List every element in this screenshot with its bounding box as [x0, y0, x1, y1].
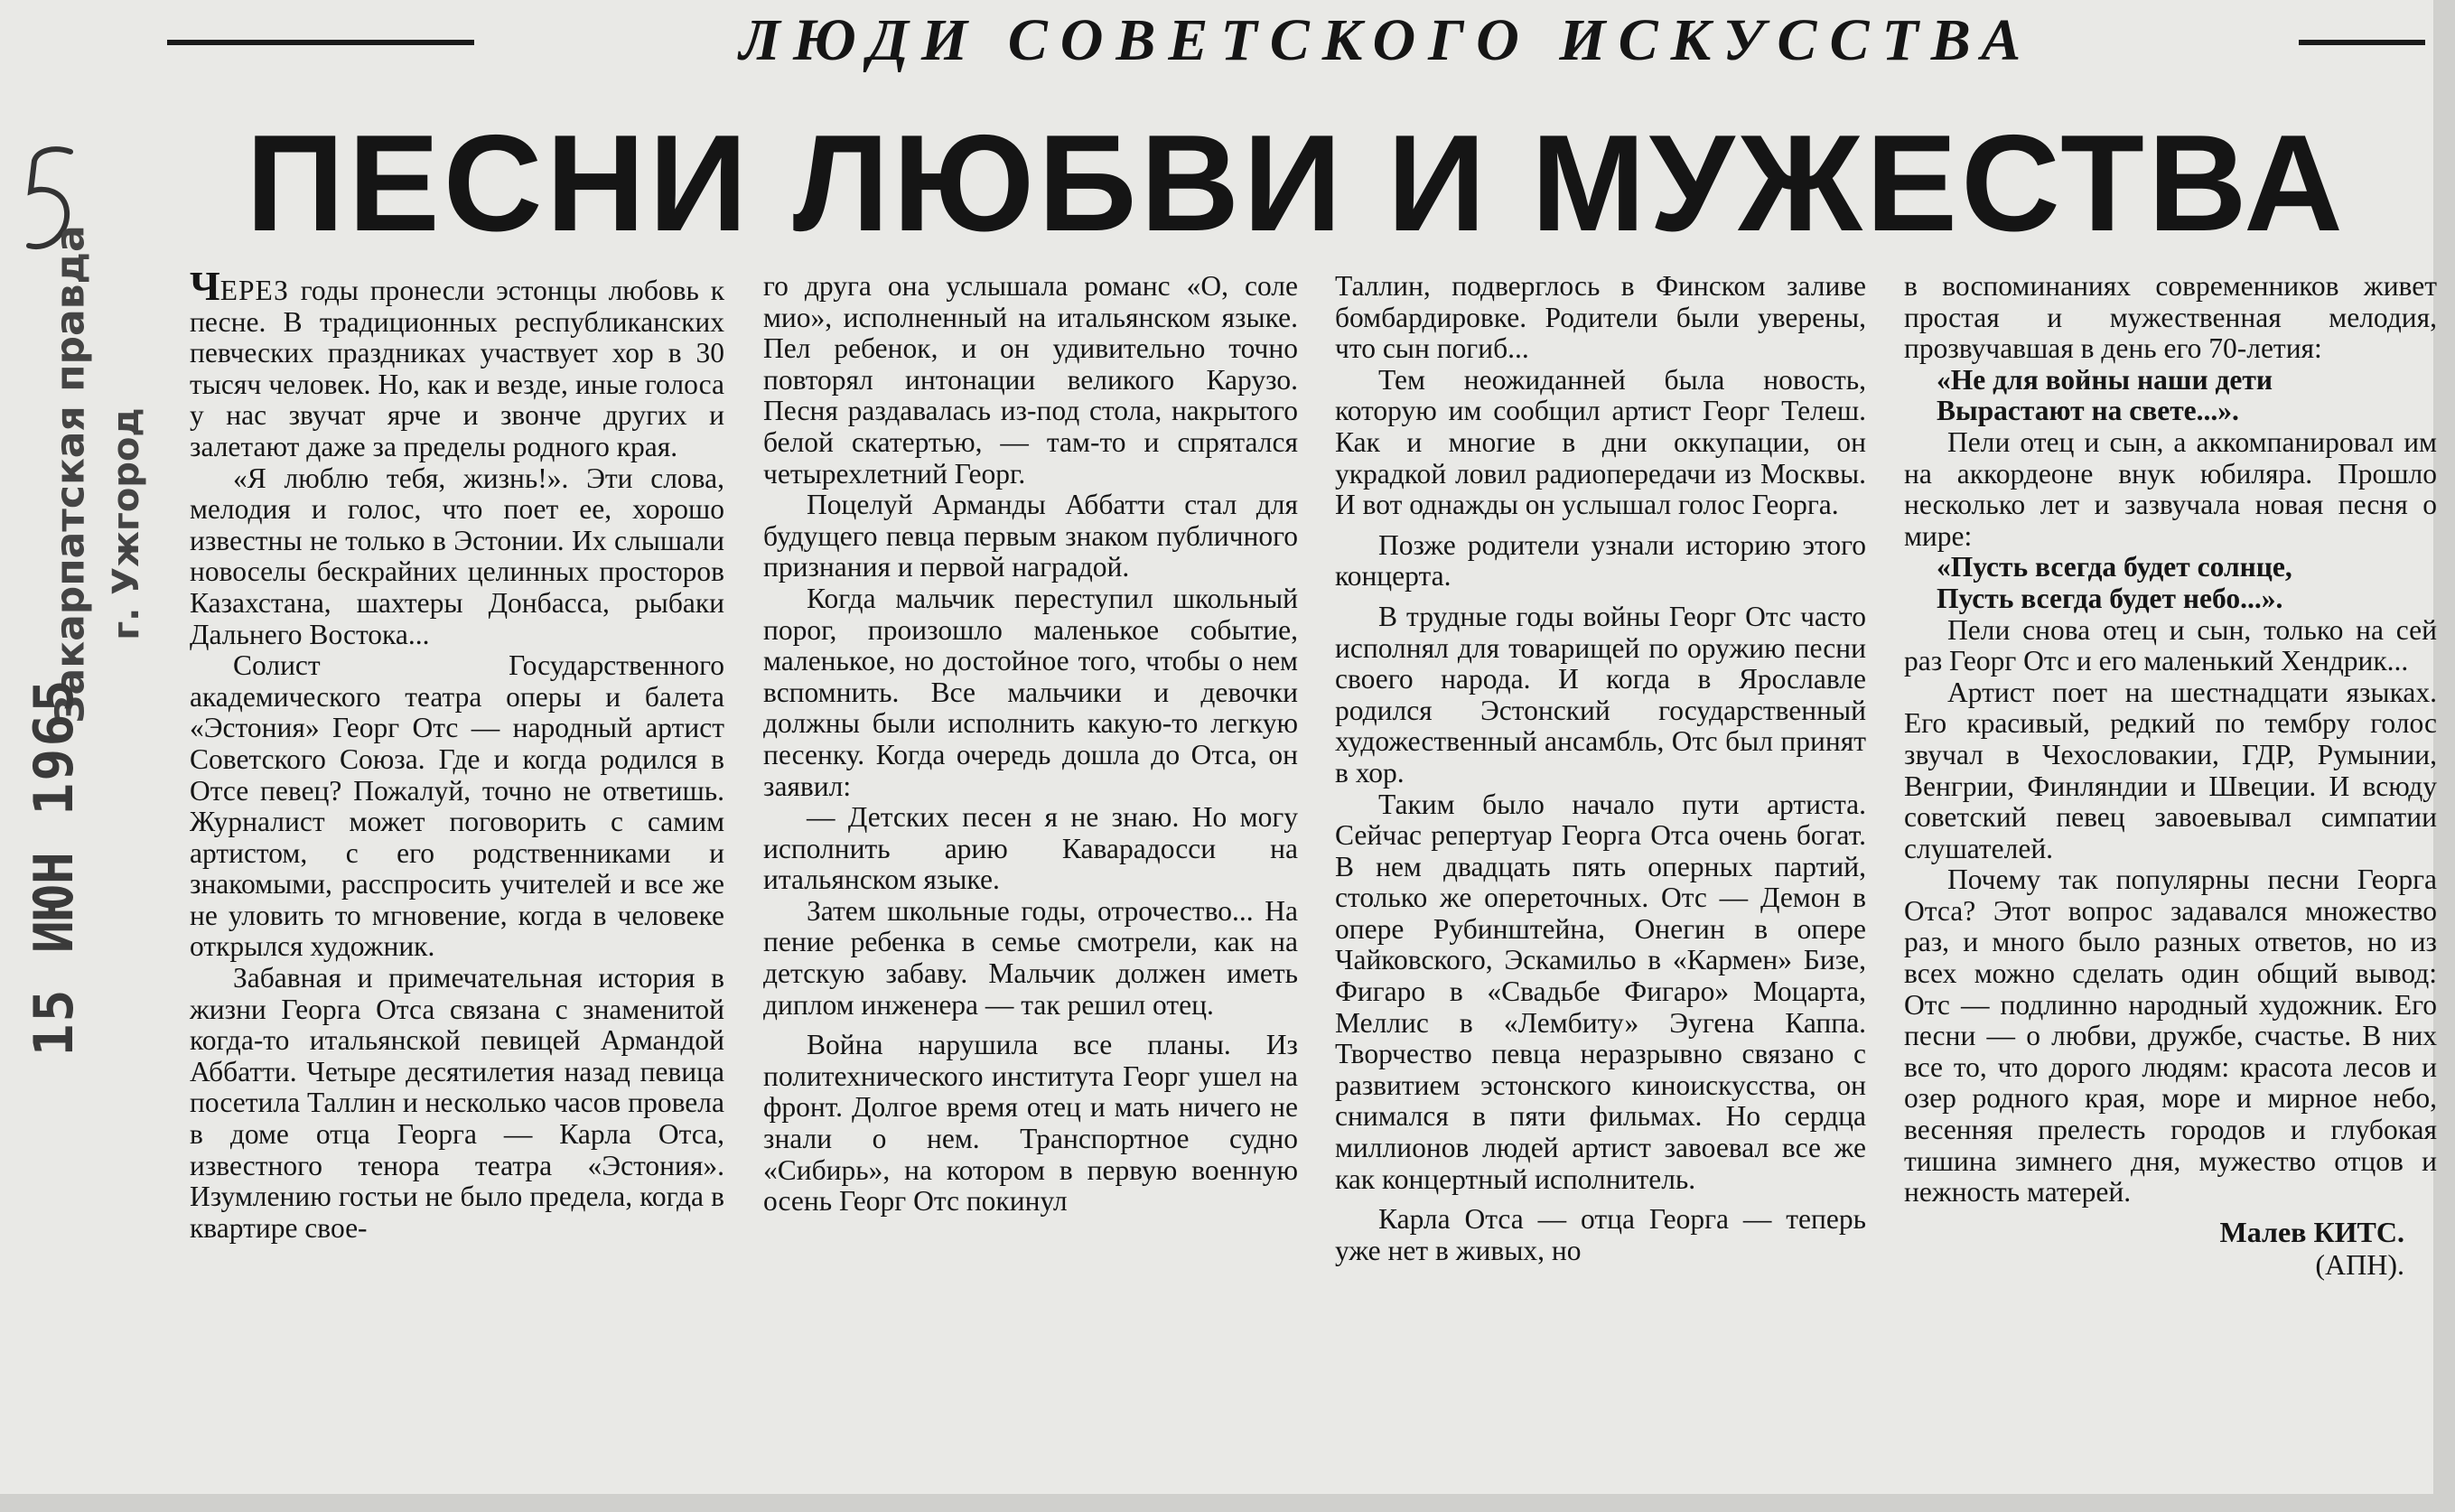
paragraph: Пели отец и сын, а аккомпанировал им на аккордеоне внук юбиляра. Прошло несколько лет и зазвучала новая песня о мире: — [1904, 425, 2437, 552]
author-signature — [1904, 1216, 2437, 1281]
drop-cap: Ч — [190, 263, 220, 309]
rubric-rule-left — [167, 40, 474, 45]
paragraph: в воспоминаниях современников живет простая и мужественная мелодия, прозвучавшая в день его 70-летия: — [1904, 270, 2437, 365]
source-newspaper-stamp: Закарпатская правда — [47, 225, 94, 723]
paragraph: Позже родители узнали историю этого концерта. — [1335, 528, 1866, 593]
rubric-text: ЛЮДИ СОВЕТСКОГО ИСКУССТВА — [739, 7, 2034, 73]
article-column-1 — [190, 263, 724, 1244]
paragraph: Забавная и примечательная история в жизни Георга Отса связана с знаменитой когда-то итальянской певицей Армандой Аббатти. Четыре десятилетия назад певица посетила Таллин и несколько часов провела в доме отца Георга — Карла Отса, известного тенора театра «Эстония». Изумлению гостьи не было предела, когда в квартире свое- — [190, 962, 724, 1244]
paragraph: Таким было начало пути артиста. Сейчас репертуар Георга Отса очень богат. В нем двадцать пять оперных партий, столько же опереточных. Отс — Демон в опере Рубинштейна, Онегин в опере Чайковского, Эскамильо в «Кармен» Бизе, Фигаро в «Свадьбе Фигаро» Моцарта, Меллис в «Лембиту» Эугена Каппа. Творчество певца неразрывно связано с развитием эстонского киноискусства, он снимался в пяти фильмах. Но сердца миллионов людей артист завоевал все же как концертный исполнитель. — [1335, 788, 1866, 1195]
paragraph — [190, 263, 724, 463]
news-agency: (АПН). — [2315, 1247, 2404, 1281]
author-name: Малев КИТС. — [2219, 1215, 2404, 1248]
paragraph: — Детских песен я не знаю. Но могу исполнить арию Каварадосси на итальянском языке. — [763, 801, 1298, 896]
paragraph: Когда мальчик переступил школьный порог, произошло маленькое событие, маленькое, но достойное того, чтобы о нем вспомнить. Все мальчики и девочки должны были исполнить какую-то легкую песенку. Когда очередь дошла до Отса, он заявил: — [763, 582, 1298, 802]
paragraph: Карла Отса — отца Георга — теперь уже нет в живых, но — [1335, 1203, 1866, 1266]
article-column-4 — [1904, 271, 2437, 1281]
paragraph: Пели снова отец и сын, только на сей раз Георг Отс и его маленький Хендрик... — [1904, 613, 2437, 677]
paragraph: Тем неожиданней была новость, которую им сообщил артист Георг Телеш. Как и многие в дни оккупации, он украдкой ловил радиопередачи из Москвы. И вот однажды он услышал голос Георга. — [1335, 363, 1866, 521]
paragraph: «Я люблю тебя, жизнь!». Эти слова, мелодия и голос, что поет ее, хорошо известны не только в Эстонии. Их слышали новоселы бескрайних целинных просторов Казахстана, шахтеры Донбасса, рыбаки Дальнего Востока... — [190, 462, 724, 650]
paragraph: Солист Государственного академического театра оперы и балета «Эстония» Георг Отс — народный артист Советского Союза. Где и когда родился в Отсе певец? Пожалуй, точно не ответишь. Журналист может поговорить с самим артистом, с его родственниками и знакомыми, расспросить учителей и все же не уловить то мгновение, когда в человеке открылся художник. — [190, 649, 724, 963]
scan-edge-bottom — [0, 1494, 2455, 1512]
article-headline: ПЕСНИ ЛЮБВИ И МУЖЕСТВА — [246, 107, 2347, 260]
source-city-stamp: г. Ужгород — [106, 407, 147, 640]
paragraph: го друга она услышала романс «О, соле мио», исполненный на итальянском языке. Пел ребенок, и он удивительно точно повторял интонации великого Карузо. Песня раздавалась из-под стола, накрытого белой скатертью, — там-то и спрятался четырехлетний Георг. — [763, 270, 1298, 490]
song-lyric-line: Вырастают на свете...». — [1937, 395, 2239, 427]
date-stamp: 15 ИЮН 1965 — [23, 677, 86, 1057]
song-lyric-line: «Пусть всегда будет солнце, — [1937, 551, 2292, 583]
lead-text: годы пронесли эстонцы любовь к песне. В традиционных республиканских певческих праздниках участвует хор в 30 тысяч человек. Но, как и везде, иные голоса у нас звучат ярче и звонче других и залетают даже за пределы родного края. — [190, 275, 724, 462]
paragraph: Затем школьные годы, отрочество... На пение ребенка в семье смотрели, как на детскую забаву. Мальчик должен иметь диплом инженера — так решил отец. — [763, 894, 1298, 1021]
article-column-2 — [763, 271, 1298, 1218]
paragraph: Война нарушила все планы. Из политехнического института Георг ушел на фронт. Долгое время отец и мать ничего не знали о нем. Транспортное судно «Сибирь», на котором в первую военную осень Георг Отс покинул — [763, 1029, 1298, 1218]
paragraph: Таллин, подверглось в Финском заливе бомбардировке. Родители были уверены, что сын погиб... — [1335, 270, 1866, 365]
song-lyric-line: «Не для войны наши дети — [1937, 363, 2273, 396]
lead-word: ЕРЕЗ — [219, 275, 289, 306]
song-lyric-line: Пусть всегда будет небо...». — [1937, 582, 2283, 614]
paragraph: Поцелуй Арманды Аббатти стал для будущего певца первым знаком публичного признания и первой наградой. — [763, 489, 1298, 583]
article-column-3 — [1335, 271, 1866, 1266]
paragraph: В трудные годы войны Георг Отс часто исполнял для товарищей по оружию песни своего народа. И когда в Ярославле родился Эстонский государственный художественный ансамбль, Отс был принят в хор. — [1335, 600, 1866, 789]
rubric-rule-right — [2299, 40, 2425, 45]
paragraph: Артист поет на шестнадцати языках. Его красивый, редкий по тембру голос звучал в Чехословакии, ГДР, Румынии, Венгрии, Финляндии и Швеции. И всюду советский певец завоевывал симпатии слушателей. — [1904, 676, 2437, 864]
section-rubric — [167, 9, 2425, 72]
paragraph: Почему так популярны песни Георга Отса? Этот вопрос задавался множество раз, и много было разных ответов, но из всех можно сделать один общий вывод: Отс — подлинно народный художник. Его песни — о любви, дружбе, счастье. В них все то, что дорого людям: красота лесов и озер родного края, море и мирное небо, весенняя прелесть городов и глубокая тишина зимнего дня, мужество отцов и нежность матерей. — [1904, 863, 2437, 1209]
